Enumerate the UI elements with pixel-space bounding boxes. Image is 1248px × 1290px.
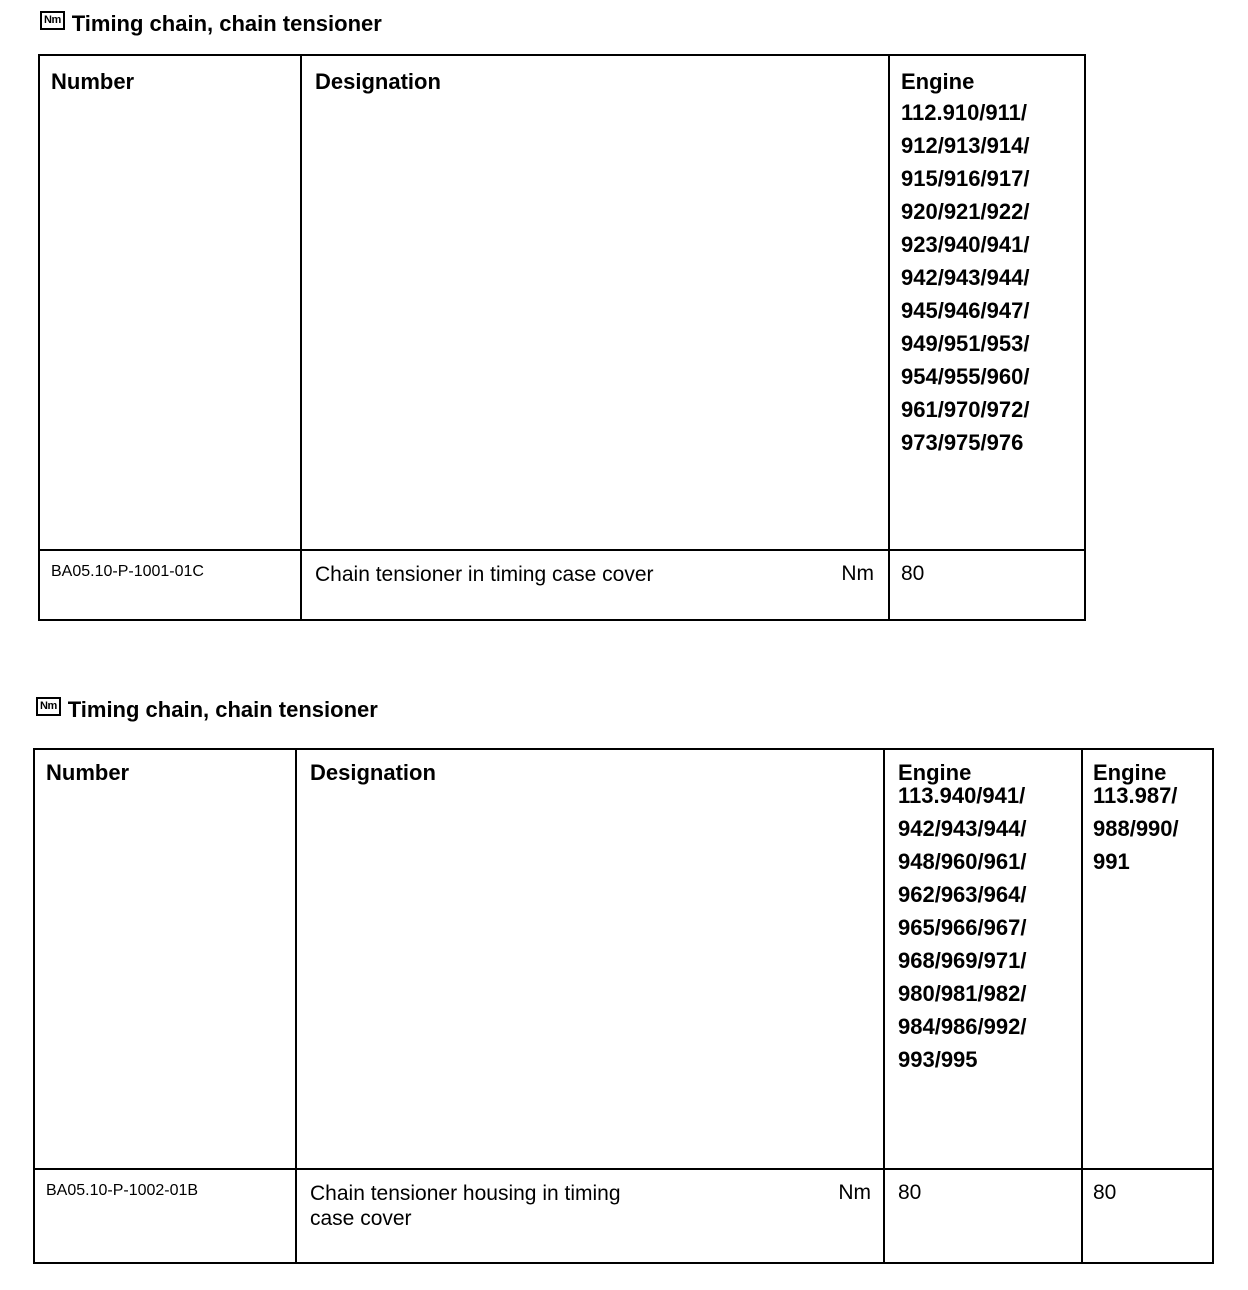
torque-value-cell bbox=[1082, 1169, 1213, 1263]
engine-model: 942/943/944/ bbox=[898, 816, 1027, 841]
number-header: Number bbox=[51, 69, 135, 94]
engine-model: 961/970/972/ bbox=[901, 397, 1030, 422]
engine-header-cell bbox=[889, 55, 1085, 550]
torque-value-cell bbox=[884, 1169, 1082, 1263]
torque-table-1 bbox=[38, 54, 1086, 621]
number-header-cell bbox=[34, 749, 296, 1169]
number-cell bbox=[39, 550, 301, 620]
torque-value: 80 bbox=[898, 1181, 922, 1204]
designation-text: Chain tensioner in timing case cover bbox=[315, 563, 654, 586]
engine-model: 945/946/947/ bbox=[901, 298, 1030, 323]
engine-model: 113.987/ bbox=[1093, 783, 1178, 808]
engine-header: Engine bbox=[901, 69, 975, 94]
engine-header-cell bbox=[884, 749, 1082, 1169]
designation-text: Chain tensioner housing in timing case cover bbox=[310, 1182, 621, 1230]
section-1-title-text: Timing chain, chain tensioner bbox=[71, 11, 382, 36]
torque-value: 80 bbox=[901, 562, 925, 585]
torque-nm-icon: Nm bbox=[36, 697, 61, 716]
engine-model: 942/943/944/ bbox=[901, 265, 1030, 290]
engine-model: 949/951/953/ bbox=[901, 331, 1030, 356]
table-header-row bbox=[39, 55, 1085, 550]
section-2-title bbox=[36, 698, 378, 722]
engine-model: 923/940/941/ bbox=[901, 232, 1030, 257]
engine-header: Engine bbox=[1093, 760, 1167, 785]
engine-header-cell bbox=[1082, 749, 1213, 1169]
engine-model: 113.940/941/ bbox=[898, 783, 1026, 808]
number-cell bbox=[34, 1169, 296, 1263]
designation-cell bbox=[301, 550, 889, 620]
number-header: Number bbox=[46, 760, 130, 785]
section-2-title-text: Timing chain, chain tensioner bbox=[67, 697, 378, 722]
engine-header: Engine bbox=[898, 760, 972, 785]
table-row bbox=[39, 550, 1085, 620]
engine-model-list bbox=[1093, 779, 1212, 878]
torque-value: 80 bbox=[1093, 1181, 1117, 1204]
engine-model: 991 bbox=[1093, 849, 1130, 874]
engine-model: 912/913/914/ bbox=[901, 133, 1030, 158]
engine-model: 965/966/967/ bbox=[898, 915, 1027, 940]
engine-model: 948/960/961/ bbox=[898, 849, 1027, 874]
torque-value-cell bbox=[889, 550, 1085, 620]
torque-nm-icon: Nm bbox=[40, 11, 65, 30]
document-number: BA05.10-P-1002-01B bbox=[46, 1182, 199, 1199]
torque-table-2 bbox=[33, 748, 1214, 1264]
table-row bbox=[34, 1169, 1213, 1263]
engine-model: 984/986/992/ bbox=[898, 1014, 1027, 1039]
engine-model-list bbox=[898, 779, 1081, 1076]
engine-model: 954/955/960/ bbox=[901, 364, 1030, 389]
document-number: BA05.10-P-1001-01C bbox=[51, 563, 204, 580]
designation-cell bbox=[296, 1169, 884, 1263]
engine-model: 968/969/971/ bbox=[898, 948, 1027, 973]
designation-header-cell bbox=[301, 55, 889, 550]
engine-model: 973/975/976 bbox=[901, 430, 1024, 455]
table-header-row bbox=[34, 749, 1213, 1169]
engine-model: 988/990/ bbox=[1093, 816, 1179, 841]
designation-header-cell bbox=[296, 749, 884, 1169]
engine-model: 112.910/911/ bbox=[901, 100, 1028, 125]
unit-label: Nm bbox=[838, 1181, 871, 1204]
designation-header: Designation bbox=[315, 69, 441, 94]
section-1-title bbox=[40, 12, 382, 36]
designation-header: Designation bbox=[310, 760, 436, 785]
engine-model: 993/995 bbox=[898, 1047, 978, 1072]
number-header-cell bbox=[39, 55, 301, 550]
unit-label: Nm bbox=[841, 562, 874, 585]
engine-model: 920/921/922/ bbox=[901, 199, 1030, 224]
engine-model: 962/963/964/ bbox=[898, 882, 1027, 907]
engine-model-list bbox=[901, 96, 1084, 459]
engine-model: 980/981/982/ bbox=[898, 981, 1027, 1006]
engine-model: 915/916/917/ bbox=[901, 166, 1030, 191]
